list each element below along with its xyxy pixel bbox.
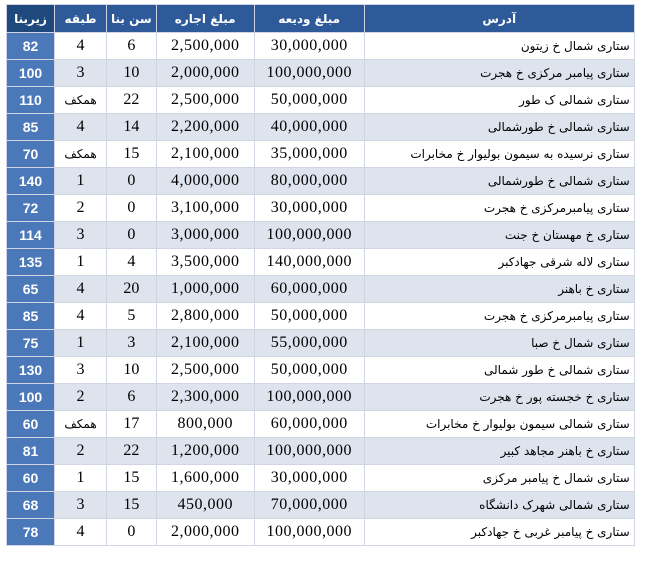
cell-floor: 2 [55,384,107,411]
cell-rent: 2,100,000 [156,141,254,168]
table-row [7,195,635,222]
cell-area: 82 [7,33,55,60]
cell-deposit: 50,000,000 [254,303,364,330]
cell-floor: 3 [55,357,107,384]
cell-deposit: 100,000,000 [254,60,364,87]
cell-age: 4 [107,249,157,276]
table-body [7,33,635,546]
cell-deposit: 60,000,000 [254,276,364,303]
cell-floor: 3 [55,492,107,519]
cell-floor: 4 [55,33,107,60]
table-row [7,330,635,357]
header-rent: مبلغ اجاره [156,5,254,33]
cell-floor: 3 [55,60,107,87]
header-row [7,5,635,33]
cell-age: 0 [107,222,157,249]
cell-age: 0 [107,519,157,546]
cell-address: ستاری خ خجسته پور خ هجرت [364,384,634,411]
cell-address: ستاری پیامبر مرکزی خ هجرت [364,60,634,87]
cell-age: 3 [107,330,157,357]
cell-rent: 2,100,000 [156,330,254,357]
cell-area: 78 [7,519,55,546]
cell-age: 5 [107,303,157,330]
cell-address: ستاری شمالی خ طورشمالی [364,168,634,195]
cell-area: 85 [7,303,55,330]
cell-deposit: 60,000,000 [254,411,364,438]
cell-deposit: 50,000,000 [254,87,364,114]
table-row [7,357,635,384]
cell-floor: همکف [55,141,107,168]
cell-rent: 800,000 [156,411,254,438]
cell-deposit: 40,000,000 [254,114,364,141]
cell-floor: 4 [55,276,107,303]
cell-deposit: 100,000,000 [254,222,364,249]
cell-rent: 2,800,000 [156,303,254,330]
cell-area: 110 [7,87,55,114]
cell-address: ستاری لاله شرقی جهادکبر [364,249,634,276]
cell-deposit: 100,000,000 [254,384,364,411]
cell-address: ستاری شمالی سیمون بولیوار خ مخابرات [364,411,634,438]
cell-deposit: 30,000,000 [254,465,364,492]
cell-age: 6 [107,33,157,60]
cell-deposit: 30,000,000 [254,33,364,60]
header-address: آدرس [364,5,634,33]
table-row [7,249,635,276]
cell-address: ستاری شمال خ صبا [364,330,634,357]
cell-age: 0 [107,195,157,222]
cell-area: 68 [7,492,55,519]
cell-floor: 3 [55,222,107,249]
header-floor: طبقه [55,5,107,33]
cell-age: 10 [107,60,157,87]
cell-age: 22 [107,87,157,114]
cell-rent: 1,200,000 [156,438,254,465]
cell-area: 140 [7,168,55,195]
cell-deposit: 50,000,000 [254,357,364,384]
cell-rent: 4,000,000 [156,168,254,195]
table-row [7,222,635,249]
cell-deposit: 55,000,000 [254,330,364,357]
table-row [7,303,635,330]
cell-age: 15 [107,141,157,168]
cell-age: 0 [107,168,157,195]
cell-rent: 450,000 [156,492,254,519]
table-row [7,276,635,303]
header-age: سن بنا [107,5,157,33]
table-row [7,384,635,411]
cell-area: 100 [7,384,55,411]
cell-area: 65 [7,276,55,303]
cell-address: ستاری شمالی خ طورشمالی [364,114,634,141]
cell-deposit: 30,000,000 [254,195,364,222]
cell-address: ستاری شمالی شهرک دانشگاه [364,492,634,519]
cell-area: 100 [7,60,55,87]
cell-deposit: 100,000,000 [254,519,364,546]
cell-floor: 1 [55,168,107,195]
cell-address: ستاری خ مهستان خ جنت [364,222,634,249]
table-row [7,87,635,114]
cell-deposit: 80,000,000 [254,168,364,195]
cell-deposit: 70,000,000 [254,492,364,519]
cell-address: ستاری شمالی ک طور [364,87,634,114]
cell-floor: 1 [55,330,107,357]
cell-rent: 2,300,000 [156,384,254,411]
cell-rent: 2,000,000 [156,519,254,546]
cell-rent: 3,500,000 [156,249,254,276]
cell-address: ستاری نرسیده به سیمون بولیوار خ مخابرات [364,141,634,168]
cell-rent: 1,000,000 [156,276,254,303]
cell-address: ستاری خ پیامبر غربی خ جهادکبر [364,519,634,546]
cell-age: 14 [107,114,157,141]
cell-floor: 4 [55,303,107,330]
cell-deposit: 100,000,000 [254,438,364,465]
table-row [7,141,635,168]
cell-address: ستاری خ باهنر مجاهد کبیر [364,438,634,465]
cell-area: 81 [7,438,55,465]
cell-age: 10 [107,357,157,384]
cell-address: ستاری پیامبرمرکزی خ هجرت [364,303,634,330]
header-area: زیربنا [7,5,55,33]
cell-floor: 1 [55,249,107,276]
cell-address: ستاری پیامبرمرکزی خ هجرت [364,195,634,222]
cell-deposit: 140,000,000 [254,249,364,276]
cell-address: ستاری شمال خ زیتون [364,33,634,60]
cell-area: 130 [7,357,55,384]
table-row [7,60,635,87]
header-deposit: مبلغ ودیعه [254,5,364,33]
cell-area: 75 [7,330,55,357]
cell-area: 60 [7,465,55,492]
cell-area: 85 [7,114,55,141]
cell-rent: 2,500,000 [156,87,254,114]
cell-floor: همکف [55,411,107,438]
cell-rent: 2,000,000 [156,60,254,87]
cell-area: 135 [7,249,55,276]
cell-age: 17 [107,411,157,438]
cell-age: 6 [107,384,157,411]
table-row [7,438,635,465]
cell-floor: 2 [55,195,107,222]
cell-rent: 2,500,000 [156,357,254,384]
cell-age: 22 [107,438,157,465]
cell-deposit: 35,000,000 [254,141,364,168]
cell-area: 114 [7,222,55,249]
cell-address: ستاری شمالی خ طور شمالی [364,357,634,384]
cell-floor: 4 [55,114,107,141]
table-row [7,33,635,60]
cell-age: 20 [107,276,157,303]
cell-area: 60 [7,411,55,438]
cell-rent: 3,100,000 [156,195,254,222]
cell-rent: 2,200,000 [156,114,254,141]
table-row [7,492,635,519]
table-row [7,465,635,492]
cell-area: 70 [7,141,55,168]
cell-floor: 1 [55,465,107,492]
cell-rent: 2,500,000 [156,33,254,60]
table-row [7,168,635,195]
cell-rent: 1,600,000 [156,465,254,492]
listings-table [6,4,635,546]
cell-area: 72 [7,195,55,222]
cell-floor: همکف [55,87,107,114]
cell-address: ستاری خ باهنر [364,276,634,303]
table-row [7,114,635,141]
cell-floor: 4 [55,519,107,546]
cell-rent: 3,000,000 [156,222,254,249]
table-row [7,411,635,438]
cell-address: ستاری شمال خ پیامبر مرکزی [364,465,634,492]
cell-age: 15 [107,465,157,492]
table-row [7,519,635,546]
cell-age: 15 [107,492,157,519]
cell-floor: 2 [55,438,107,465]
